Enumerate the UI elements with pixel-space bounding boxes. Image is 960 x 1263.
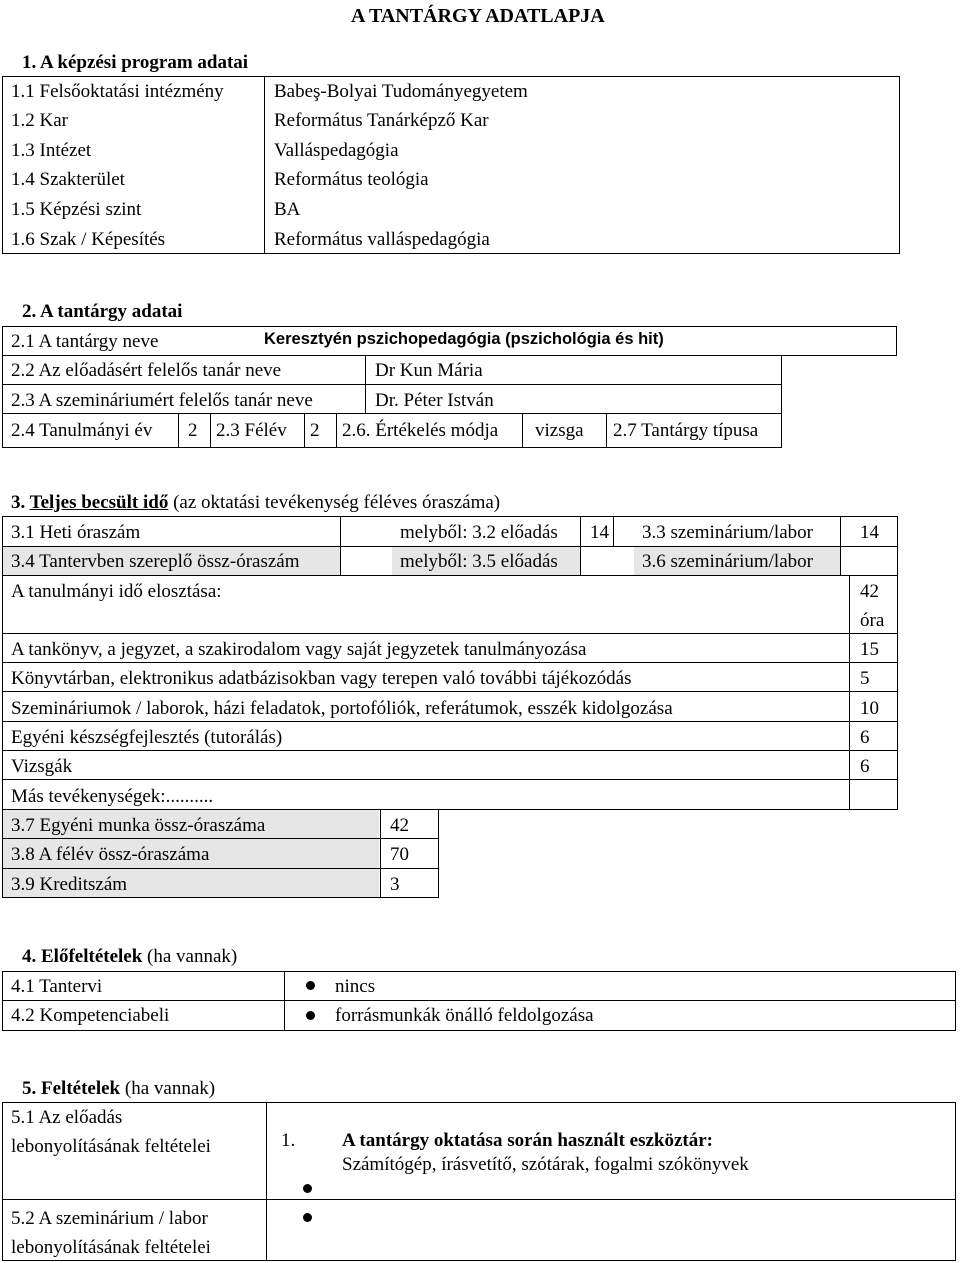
semester-total-value: 70 [390, 844, 409, 865]
level-value: BA [274, 199, 301, 220]
activity-hours: 15 [860, 639, 879, 660]
seminar-conditions-label-1: 5.2 A szeminárium / labor [11, 1208, 208, 1229]
study-year-value: 2 [188, 420, 198, 441]
lecturer-value: Dr Kun Mária [375, 360, 483, 381]
institute-value: Valláspedagógia [274, 140, 399, 161]
time-distribution-hours: 42 [860, 581, 879, 602]
evaluation-value: vizsga [535, 420, 584, 441]
lecture-conditions-label-1: 5.1 Az előadás [11, 1107, 123, 1128]
time-distribution-unit: óra [860, 610, 885, 631]
weekly-seminar-value: 14 [860, 522, 879, 543]
weekly-lecture-label: melyből: 3.2 előadás [400, 522, 558, 543]
section-2-heading: 2. A tantárgy adatai [22, 301, 183, 322]
prereq-curricular-label: 4.1 Tantervi [11, 976, 103, 997]
prereq-competence-value: forrásmunkák önálló feldolgozása [335, 1005, 594, 1026]
semester-label: 2.3 Félév [216, 420, 287, 441]
activity-label: Szemináriumok / laborok, házi feladatok, portofóliók, referátumok, esszék kidolgozása [11, 698, 673, 719]
individual-work-label: 3.7 Egyéni munka össz-óraszáma [11, 815, 266, 836]
activity-hours: 6 [860, 727, 870, 748]
tools-list-number: 1. [281, 1130, 296, 1151]
weekly-seminar-label: 3.3 szeminárium/labor [642, 522, 813, 543]
course-name-value: Keresztyén pszichopedagógia (pszichológia és hit) [264, 330, 664, 348]
field-value: Református teológia [274, 169, 429, 190]
curriculum-seminar-label: 3.6 szeminárium/labor [642, 551, 813, 572]
level-label: 1.5 Képzési szint [11, 199, 142, 220]
lecture-conditions-label-2: lebonyolításának feltételei [11, 1136, 211, 1157]
field-label: 1.4 Szakterület [11, 169, 125, 190]
evaluation-label: 2.6. Értékelés módja [342, 420, 499, 441]
time-distribution-label: A tanulmányi idő elosztása: [11, 581, 222, 602]
activity-label: Más tevékenységek:.......... [11, 786, 214, 807]
faculty-label: 1.2 Kar [11, 110, 68, 131]
course-name-label: 2.1 A tantárgy neve [11, 331, 159, 352]
bullet-icon [306, 1011, 315, 1020]
activity-label: Egyéni készségfejlesztés (tutorálás) [11, 727, 283, 748]
bullet-icon [303, 1213, 312, 1222]
prereq-competence-label: 4.2 Kompetenciabeli [11, 1005, 170, 1026]
seminar-teacher-label: 2.3 A szemináriumért felelős tanár neve [11, 390, 313, 411]
individual-work-value: 42 [390, 815, 409, 836]
section-4-heading: 4. Előfeltételek (ha vannak) [22, 946, 238, 967]
activity-hours: 5 [860, 668, 870, 689]
activity-hours: 6 [860, 756, 870, 777]
semester-value: 2 [310, 420, 320, 441]
page-title: A TANTÁRGY ADATLAPJA [351, 5, 605, 27]
semester-total-label: 3.8 A félév össz-óraszáma [11, 844, 210, 865]
prereq-curricular-value: nincs [335, 976, 376, 997]
weekly-hours-label: 3.1 Heti óraszám [11, 522, 141, 543]
bullet-icon [303, 1184, 312, 1193]
activity-hours: 10 [860, 698, 879, 719]
institute-label: 1.3 Intézet [11, 140, 92, 161]
credits-label: 3.9 Kreditszám [11, 874, 128, 895]
seminar-conditions-label-2: lebonyolításának feltételei [11, 1237, 211, 1258]
section-5-heading: 5. Feltételek (ha vannak) [22, 1078, 216, 1099]
seminar-teacher-value: Dr. Péter István [375, 390, 494, 411]
lecturer-label: 2.2 Az előadásért felelős tanár neve [11, 360, 282, 381]
activity-label: Vizsgák [11, 756, 73, 777]
institution-label: 1.1 Felsőoktatási intézmény [11, 81, 224, 102]
section-1-heading: 1. A képzési program adatai [22, 52, 249, 73]
study-year-label: 2.4 Tanulmányi év [11, 420, 153, 441]
credits-value: 3 [390, 874, 400, 895]
activity-label: A tankönyv, a jegyzet, a szakirodalom vagy saját jegyzetek tanulmányozása [11, 639, 587, 660]
bullet-icon [306, 981, 315, 990]
activity-label: Könyvtárban, elektronikus adatbázisokban vagy terepen való további tájékozódás [11, 668, 632, 689]
institution-value: Babeş-Bolyai Tudományegyetem [274, 81, 528, 102]
curriculum-hours-label: 3.4 Tantervben szereplő össz-óraszám [11, 551, 300, 572]
major-label: 1.6 Szak / Képesítés [11, 229, 166, 250]
curriculum-lecture-label: melyből: 3.5 előadás [400, 551, 558, 572]
tools-list-text: Számítógép, írásvetítő, szótárak, fogalmi szókönyvek [342, 1154, 749, 1175]
weekly-lecture-value: 14 [590, 522, 609, 543]
major-value: Református valláspedagógia [274, 229, 490, 250]
faculty-value: Református Tanárképző Kar [274, 110, 489, 131]
section-3-heading: 3. Teljes becsült idő (az oktatási tevékenység féléves óraszáma) [11, 492, 501, 513]
course-type-label: 2.7 Tantárgy típusa [613, 420, 759, 441]
tools-list-title: A tantárgy oktatása során használt eszköztár: [342, 1130, 714, 1151]
